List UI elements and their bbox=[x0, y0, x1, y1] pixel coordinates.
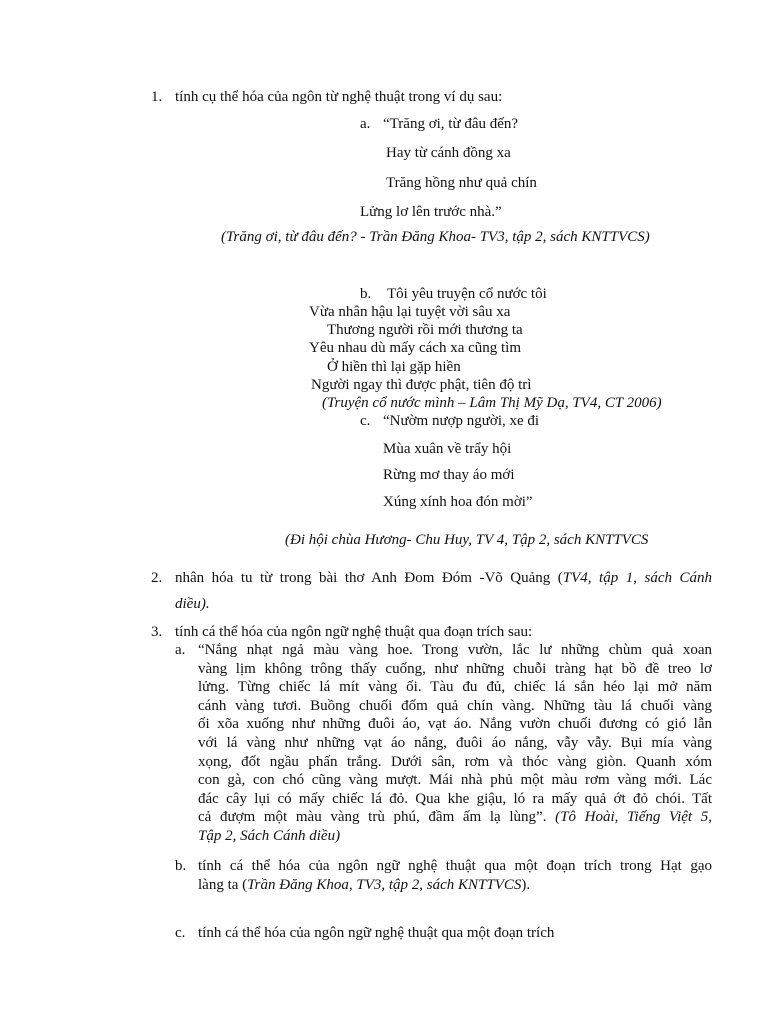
item-2-text: nhân hóa tu từ trong bài thơ Anh Đom Đóm -Võ Quảng ( bbox=[175, 570, 563, 586]
item-3c-text: tính cá thể hóa của ngôn ngữ nghệ thuật qua một đoạn trích bbox=[198, 925, 555, 941]
item-3a-line-4: cánh vàng tươi. Buồng chuối đốm quả chín vàng. Những tàu lá chuối vàng bbox=[198, 697, 712, 714]
item-3c-marker: c. bbox=[175, 925, 186, 941]
item-1c-source: (Đi hội chùa Hương- Chu Huy, TV 4, Tập 2, sách KNTTVCS bbox=[285, 532, 649, 548]
item-1c-marker: c. bbox=[360, 413, 371, 429]
item-3a-marker: a. bbox=[175, 642, 186, 658]
item-1c-line-4: Xúng xính hoa đón mời” bbox=[383, 494, 533, 510]
item-1b-source: (Truyện cổ nước mình – Lâm Thị Mỹ Dạ, TV4, CT 2006) bbox=[322, 395, 662, 411]
item-3a-line-10-text: cả đượm một màu vàng trù phú, đầm ấm lạ lùng”. bbox=[198, 809, 556, 826]
item-3-text: tính cá thể hóa của ngôn ngữ nghệ thuật qua đoạn trích sau: bbox=[175, 624, 533, 640]
item-2-line-1 bbox=[175, 569, 712, 587]
item-2-source-part-2: diều). bbox=[175, 596, 210, 612]
item-2-source-part-1: TV4, tập 1, sách Cánh bbox=[562, 570, 712, 586]
item-1a-source: (Trăng ơi, từ đâu đến? - Trần Đăng Khoa- TV3, tập 2, sách KNTTVCS) bbox=[221, 229, 650, 245]
item-1-text: tính cụ thể hóa của ngôn từ nghệ thuật trong ví dụ sau: bbox=[175, 89, 503, 105]
item-1c-line-2: Mùa xuân về trẩy hội bbox=[383, 441, 512, 457]
item-3b-line-2-prefix: làng ta ( bbox=[198, 876, 248, 893]
item-1b-line-1: Tôi yêu truyện cổ nước tôi bbox=[387, 286, 547, 302]
item-3a-paragraph bbox=[198, 641, 712, 846]
item-1b-line-4: Yêu nhau dù mấy cách xa cũng tìm bbox=[309, 340, 522, 356]
item-3b-paragraph bbox=[198, 857, 712, 894]
item-1b-line-6: Người ngay thì được phật, tiên độ trì bbox=[311, 377, 532, 393]
item-3a-source-last: Tập 2, Sách Cánh diều) bbox=[198, 827, 341, 844]
item-3a-line-1: “Nắng nhạt ngả màu vàng hoe. Trong vườn, lắc lư những chùm quả xoan bbox=[198, 642, 712, 658]
item-3a-line-10 bbox=[198, 808, 712, 827]
item-3b-line-1: tính cá thể hóa của ngôn ngữ nghệ thuật qua một đoạn trích trong Hạt gạo bbox=[198, 858, 712, 874]
item-3b-line-2-suffix: ). bbox=[521, 876, 531, 893]
item-3a-source-inline: (Tô Hoài, Tiếng Việt 5, bbox=[555, 809, 712, 826]
item-3a-line-9: đác cây lụi có mấy chiếc lá đỏ. Qua khe giậu, ló ra mấy quả ớt đỏ chói. Tất bbox=[198, 790, 712, 807]
item-3a-line-8: con gà, con chó cũng vàng mượt. Mái nhà phủ một màu rơm vàng mới. Lác bbox=[198, 772, 712, 789]
item-3b-source: Trần Đăng Khoa, TV3, tập 2, sách KNTTVCS bbox=[247, 876, 522, 893]
item-3a-line-5: ối xõa xuống như những đuôi áo, vạt áo. Nắng vườn chuối đương có gió lẫn bbox=[198, 716, 712, 733]
item-1b-line-2: Vừa nhân hậu lại tuyệt vời sâu xa bbox=[309, 304, 511, 320]
item-1b-line-3: Thương người rồi mới thương ta bbox=[327, 322, 523, 338]
item-1a-line-4: Lửng lơ lên trước nhà.” bbox=[360, 204, 502, 220]
item-3a-line-2: vàng lịm không trông thấy cuống, như những chuỗi tràng hạt bồ đề treo lơ bbox=[198, 660, 712, 677]
item-1a-line-2: Hay từ cánh đồng xa bbox=[386, 145, 511, 161]
item-1-number: 1. bbox=[151, 89, 163, 105]
item-1a-marker: a. bbox=[360, 116, 371, 132]
item-1a-line-3: Trăng hồng như quả chín bbox=[386, 175, 537, 191]
item-3b-marker: b. bbox=[175, 858, 187, 874]
item-3a-line-6: với lá vàng như những vạt áo nắng, đuôi áo nắng, vẫy vẫy. Bụi mía vàng bbox=[198, 734, 712, 751]
item-3b-line-2 bbox=[198, 876, 712, 895]
item-3-number: 3. bbox=[151, 624, 163, 640]
item-2-number: 2. bbox=[151, 570, 163, 586]
item-1b-line-5: Ở hiền thì lại gặp hiền bbox=[327, 359, 461, 375]
item-1a-line-1: “Trăng ơi, từ đâu đến? bbox=[383, 116, 519, 132]
item-3a-line-7: xọng, đốt ngầu phấn trắng. Dưới sân, rơm và thóc vàng giòn. Quanh xóm bbox=[198, 753, 712, 770]
item-3a-line-3: lửng. Từng chiếc lá mít vàng ối. Tàu đu đủ, chiếc lá sắn héo lại mở năm bbox=[198, 679, 712, 696]
item-1c-line-1: “Nườm nượp người, xe đi bbox=[383, 413, 540, 429]
item-1c-line-3: Rừng mơ thay áo mới bbox=[383, 467, 515, 483]
item-1b-marker: b. bbox=[360, 286, 372, 302]
